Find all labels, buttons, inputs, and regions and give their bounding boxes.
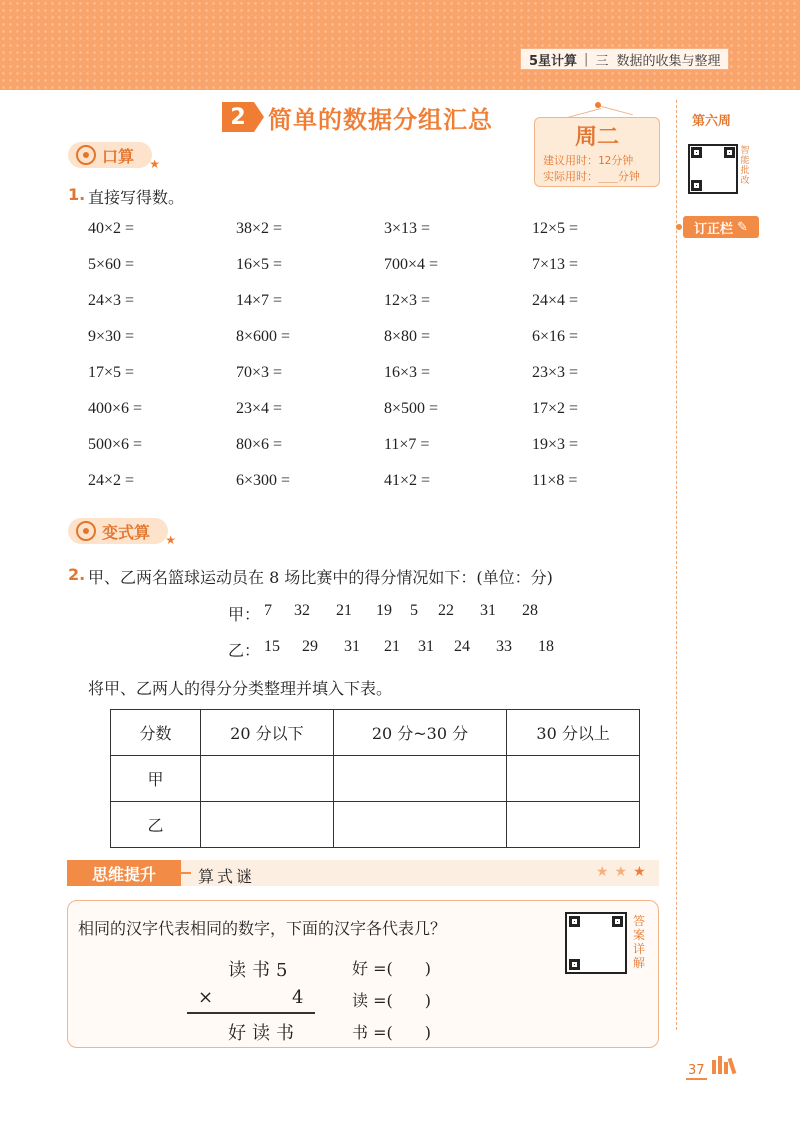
puzzle-line1: 读书5 xyxy=(228,960,294,981)
puzzle-mult-sign: × xyxy=(198,987,220,1008)
yi-label: 乙： xyxy=(228,643,261,660)
calc-item[interactable]: 38×2 = xyxy=(236,220,283,237)
qr-code-icon[interactable] xyxy=(688,144,738,194)
books-icon xyxy=(712,1056,734,1074)
answer-qr-code-icon[interactable] xyxy=(565,912,627,974)
correction-tag xyxy=(683,216,759,238)
qr-finder xyxy=(691,147,702,158)
yi-scores xyxy=(228,638,554,661)
score-value: 24 xyxy=(454,638,471,655)
calc-item[interactable]: 23×4 = xyxy=(236,400,283,417)
title-chevron-icon xyxy=(254,102,264,132)
qr-finder xyxy=(612,916,623,927)
score-value: 15 xyxy=(264,638,281,655)
score-value: 22 xyxy=(438,602,455,619)
actual-time: 实际用时：___分钟 xyxy=(543,170,640,183)
score-value: 18 xyxy=(538,638,555,655)
calc-item[interactable]: 19×3 = xyxy=(532,436,579,453)
margin-rule xyxy=(676,100,677,1030)
header-section-num: 三 xyxy=(595,53,609,69)
answer-qr-caption: 答案详解 xyxy=(632,914,645,970)
page-number: 37 xyxy=(688,1063,705,1078)
calc-item[interactable]: 8×500 = xyxy=(384,400,439,417)
calc-item[interactable]: 24×4 = xyxy=(532,292,579,309)
score-value: 32 xyxy=(294,602,311,619)
calc-item[interactable]: 400×6 = xyxy=(88,400,143,417)
correction-label: 订正栏 xyxy=(694,221,734,237)
q2-instruction: 将甲、乙两人的得分分类整理并填入下表。 xyxy=(88,679,393,698)
table-row xyxy=(111,802,640,848)
stopwatch-icon xyxy=(76,145,96,165)
table-header-cell: 30 分以上 xyxy=(507,710,640,756)
score-value: 7 xyxy=(264,602,273,619)
table-header-cell: 20 分~30 分 xyxy=(333,710,507,756)
thinking-label: 算式谜 xyxy=(198,867,256,886)
answer-cell[interactable] xyxy=(507,802,640,848)
calc-item[interactable]: 41×2 = xyxy=(384,472,431,489)
day-card xyxy=(534,117,660,187)
calc-item[interactable]: 24×3 = xyxy=(88,292,135,309)
puzzle-rule xyxy=(187,1012,315,1014)
calc-item[interactable]: 23×3 = xyxy=(532,364,579,381)
q2-number: 2. xyxy=(68,565,86,584)
section-oral-calc xyxy=(68,142,161,171)
calc-item[interactable]: 17×2 = xyxy=(532,400,579,417)
lesson-title xyxy=(222,100,493,134)
answer-cell[interactable] xyxy=(333,756,507,802)
calc-item[interactable]: 12×3 = xyxy=(384,292,431,309)
calc-item[interactable]: 11×8 = xyxy=(532,472,578,489)
q1-number: 1. xyxy=(68,185,86,204)
answer-cell[interactable] xyxy=(201,802,334,848)
target-icon xyxy=(76,521,96,541)
score-value: 31 xyxy=(344,638,361,655)
lesson-title-text: 简单的数据分组汇总 xyxy=(268,105,493,134)
calc-item[interactable]: 9×30 = xyxy=(88,328,135,345)
day-name: 周二 xyxy=(574,125,619,150)
answer-shu[interactable]: 书 =( ) xyxy=(352,1023,431,1042)
score-value: 21 xyxy=(336,602,353,619)
score-value: 19 xyxy=(376,602,393,619)
table-header-cell: 分数 xyxy=(111,710,201,756)
calc-item[interactable]: 5×60 = xyxy=(88,256,135,273)
score-value: 33 xyxy=(496,638,513,655)
answer-hao[interactable]: 好 =( ) xyxy=(352,959,431,978)
table-header-cell: 20 分以下 xyxy=(201,710,334,756)
difficulty-stars-icon: ★★★ xyxy=(596,864,652,880)
top-banner xyxy=(0,0,800,90)
answer-cell[interactable] xyxy=(201,756,334,802)
qr-finder xyxy=(724,147,735,158)
header-section-title: 数据的收集与整理 xyxy=(616,53,721,69)
answer-cell[interactable] xyxy=(507,756,640,802)
table-row xyxy=(111,756,640,802)
row-label-cell: 甲 xyxy=(111,756,201,802)
lesson-number: 2 xyxy=(222,102,254,132)
calc-item[interactable]: 12×5 = xyxy=(532,220,579,237)
score-value: 5 xyxy=(410,602,419,619)
calc-item[interactable]: 40×2 = xyxy=(88,220,135,237)
calc-item[interactable]: 70×3 = xyxy=(236,364,283,381)
q1-text: 直接写得数。 xyxy=(88,188,185,207)
thinking-tag: 思维提升 xyxy=(67,860,181,886)
qr-caption: 智能批改 xyxy=(740,146,750,186)
section-oral-label: 口算 xyxy=(102,146,135,166)
jia-scores xyxy=(228,602,538,625)
table-header-row xyxy=(111,710,640,756)
calc-item[interactable]: 700×4 = xyxy=(384,256,439,273)
week-label: 第六周 xyxy=(692,114,732,129)
score-value: 21 xyxy=(384,638,401,655)
pin-icon xyxy=(595,102,601,108)
yi-score-list xyxy=(264,638,554,661)
header-breadcrumb xyxy=(520,48,729,70)
calc-item[interactable]: 80×6 = xyxy=(236,436,283,453)
pencil-icon: ✎ xyxy=(737,219,748,235)
puzzle-multiplier: 4 xyxy=(292,987,310,1008)
calc-item[interactable]: 16×3 = xyxy=(384,364,431,381)
calc-item[interactable]: 8×600 = xyxy=(236,328,291,345)
calc-item[interactable]: 24×2 = xyxy=(88,472,135,489)
qr-finder xyxy=(691,180,702,191)
card-string xyxy=(566,108,601,118)
answer-cell[interactable] xyxy=(333,802,507,848)
jia-label: 甲： xyxy=(228,607,261,624)
calc-item[interactable]: 7×13 = xyxy=(532,256,579,273)
calc-item[interactable]: 500×6 = xyxy=(88,436,143,453)
answer-du[interactable]: 读 =( ) xyxy=(352,991,431,1010)
calc-item[interactable]: 16×5 = xyxy=(236,256,283,273)
tag-dot xyxy=(676,224,682,230)
score-value: 29 xyxy=(302,638,319,655)
section-variant-calc xyxy=(68,518,177,547)
score-value: 28 xyxy=(522,602,539,619)
jia-score-list xyxy=(264,602,538,625)
section-variant-label: 变式算 xyxy=(102,522,151,542)
row-label-cell: 乙 xyxy=(111,802,201,848)
calc-item[interactable]: 6×300 = xyxy=(236,472,291,489)
suggested-time: 建议用时：12分钟 xyxy=(543,154,634,167)
calc-item[interactable]: 8×80 = xyxy=(384,328,431,345)
oral-calc-grid xyxy=(88,218,648,506)
calc-item[interactable]: 14×7 = xyxy=(236,292,283,309)
tag-arrow xyxy=(181,872,191,874)
calc-item[interactable]: 17×5 = xyxy=(88,364,135,381)
q2-text: 甲、乙两名篮球运动员在 8 场比赛中的得分情况如下：(单位：分) xyxy=(88,568,553,587)
qr-finder xyxy=(569,959,580,970)
card-string xyxy=(598,105,633,115)
calc-item[interactable]: 3×13 = xyxy=(384,220,431,237)
score-table xyxy=(110,709,640,848)
star-icon: ★ xyxy=(149,157,161,171)
calc-item[interactable]: 11×7 = xyxy=(384,436,430,453)
calc-item[interactable]: 6×16 = xyxy=(532,328,579,345)
puzzle-result: 好读书 xyxy=(228,1023,300,1044)
star-icon: ★ xyxy=(165,533,177,547)
header-brand: 5星计算 xyxy=(529,53,578,69)
puzzle-question: 相同的汉字代表相同的数字，下面的汉字各代表几？ xyxy=(78,919,447,938)
score-value: 31 xyxy=(418,638,435,655)
qr-finder xyxy=(569,916,580,927)
score-value: 31 xyxy=(480,602,497,619)
header-separator: | xyxy=(584,51,589,67)
